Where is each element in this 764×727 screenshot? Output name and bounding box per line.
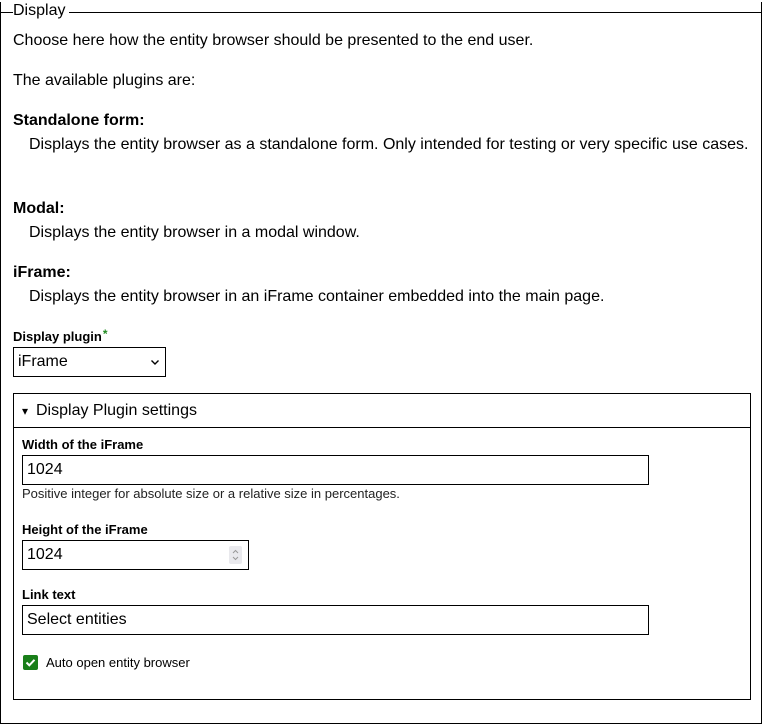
chevron-down-icon <box>150 356 160 368</box>
checkmark-icon <box>23 655 38 670</box>
height-input[interactable] <box>22 540 249 570</box>
link-text-value: Select entities <box>27 611 127 628</box>
spinner-arrows-icon <box>229 546 242 564</box>
link-text-input[interactable] <box>22 605 649 635</box>
plugin-name-iframe: iFrame: <box>13 264 71 281</box>
triangle-down-icon: ▾ <box>22 404 29 418</box>
width-description: Positive integer for absolute size or a relative size in percentages. <box>22 486 400 501</box>
display-plugin-selected-value: iFrame <box>18 353 68 370</box>
height-value: 1024 <box>27 546 63 563</box>
plugin-name-standalone: Standalone form: <box>13 112 145 129</box>
display-plugin-settings-details <box>13 393 751 700</box>
plugin-desc-standalone: Displays the entity browser as a standalone form. Only intended for testing or very specific use cases. <box>29 136 749 153</box>
number-spinner[interactable] <box>229 546 242 564</box>
width-label: Width of the iFrame <box>22 437 144 452</box>
fieldset-border-top <box>1 12 761 13</box>
height-label: Height of the iFrame <box>22 522 148 537</box>
plugin-name-modal: Modal: <box>13 200 65 217</box>
intro-text: Choose here how the entity browser should be presented to the end user. <box>13 32 534 49</box>
plugin-desc-iframe: Displays the entity browser in an iFrame container embedded into the main page. <box>29 288 605 305</box>
display-plugin-settings-summary[interactable] <box>14 394 750 428</box>
width-value: 1024 <box>27 461 63 478</box>
display-plugin-label <box>13 329 108 345</box>
required-marker: * <box>102 327 108 341</box>
fieldset-legend: Display <box>13 2 66 19</box>
auto-open-checkbox[interactable] <box>23 655 38 670</box>
plugin-desc-modal: Displays the entity browser in a modal window. <box>29 224 360 241</box>
plugins-heading: The available plugins are: <box>13 72 196 89</box>
auto-open-label[interactable]: Auto open entity browser <box>46 655 190 670</box>
summary-text: Display Plugin settings <box>36 402 197 419</box>
display-plugin-select[interactable] <box>13 347 166 377</box>
width-input[interactable] <box>22 455 649 485</box>
display-plugin-label-text: Display plugin <box>13 329 102 344</box>
link-text-label: Link text <box>22 587 76 602</box>
